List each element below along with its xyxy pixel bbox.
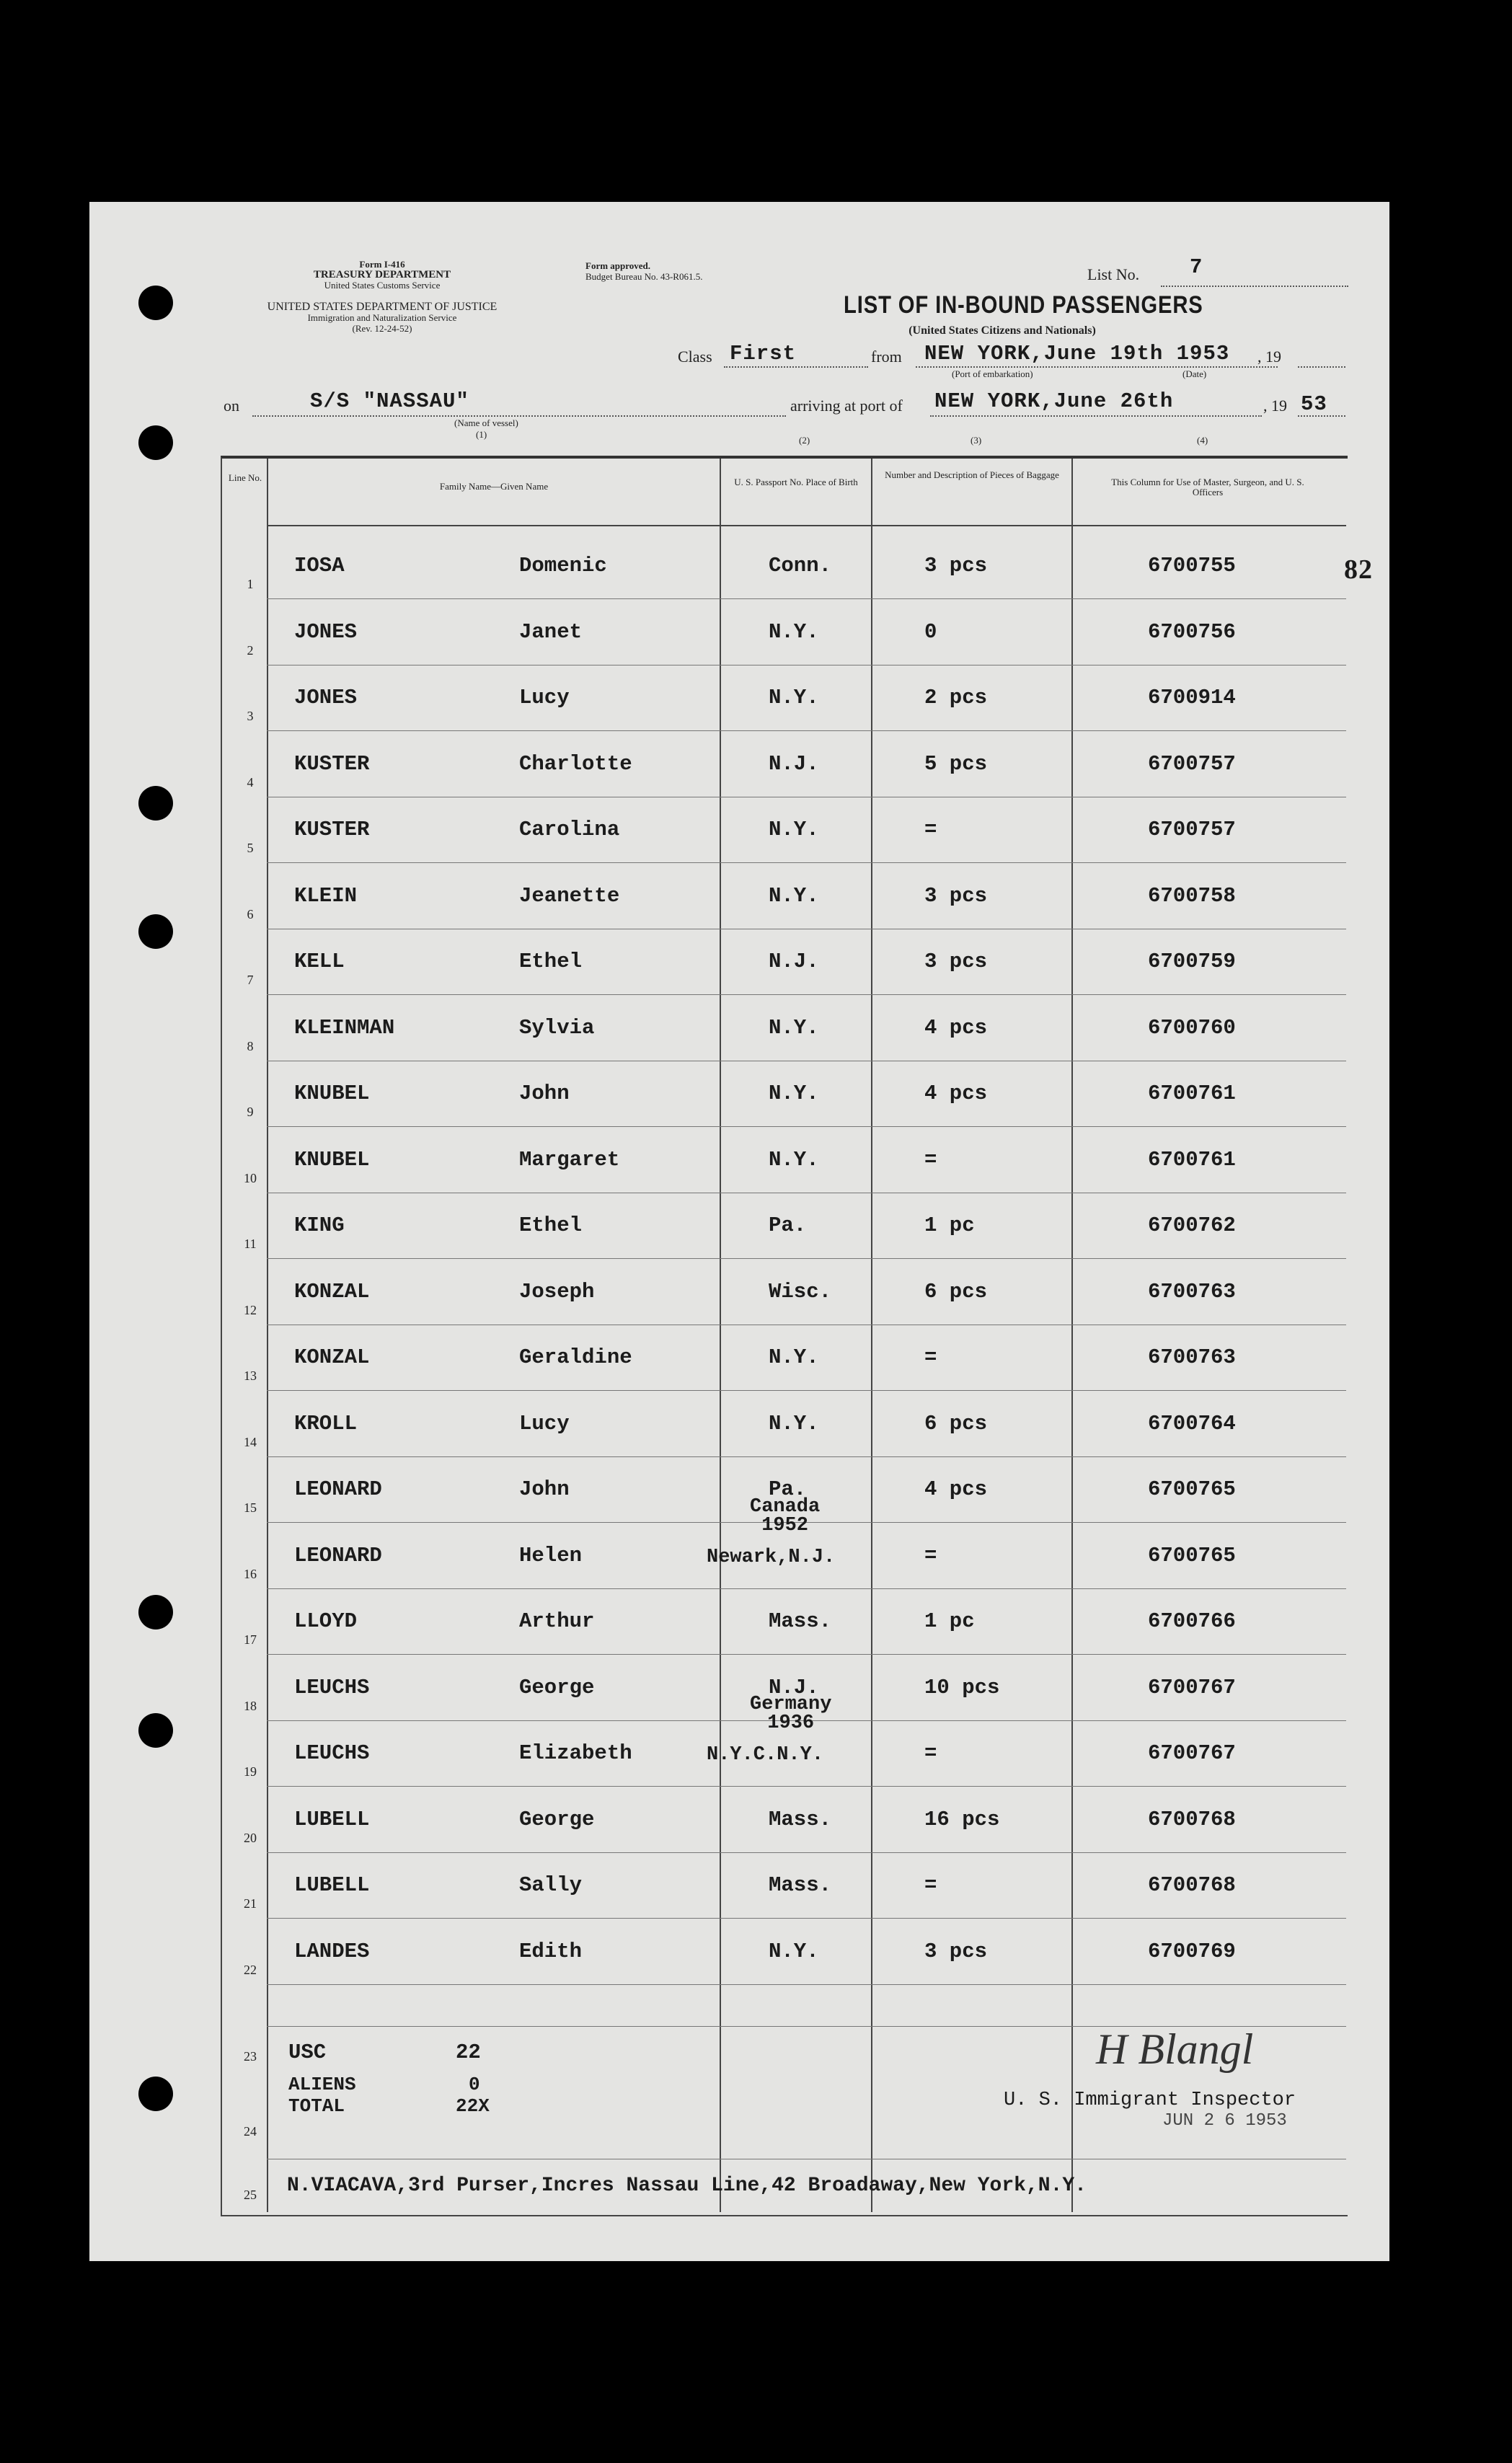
revision: (Rev. 12-24-52)	[352, 323, 412, 334]
given-name: Margaret	[519, 1147, 620, 1172]
from-value: NEW YORK,June 19th 1953	[924, 342, 1230, 366]
officer-number: 6700761	[1148, 1147, 1236, 1172]
line-number: 7	[247, 973, 254, 987]
line-number: 1	[247, 577, 254, 591]
ins-service: Immigration and Naturalization Service	[307, 312, 457, 323]
baggage: =	[924, 1345, 937, 1369]
family-name: KROLL	[294, 1411, 358, 1436]
given-name: Elizabeth	[519, 1741, 632, 1765]
row-rule	[267, 1456, 1346, 1457]
baggage: =	[924, 1543, 937, 1567]
row-rule	[267, 1786, 1346, 1787]
place-of-birth: Conn.	[769, 554, 832, 578]
officer-number: 6700767	[1148, 1741, 1236, 1765]
family-name: KING	[294, 1213, 345, 1237]
total-value: 22X	[456, 2095, 490, 2117]
arrival-line	[930, 415, 1262, 417]
given-name: Sylvia	[519, 1015, 595, 1040]
officer-number: 6700764	[1148, 1411, 1236, 1436]
col-2-no: (2)	[799, 435, 810, 446]
place-of-birth: N.Y.	[769, 818, 819, 841]
col-4-no: (4)	[1197, 435, 1208, 446]
row-rule	[267, 665, 1346, 666]
family-name: JONES	[294, 686, 358, 709]
given-name: Lucy	[519, 686, 570, 709]
family-name: KONZAL	[294, 1345, 370, 1369]
family-name: KNUBEL	[294, 1082, 370, 1105]
family-name: LEONARD	[294, 1543, 382, 1567]
line-number: 14	[244, 1434, 257, 1449]
family-name: LEUCHS	[294, 1675, 370, 1699]
baggage: 4 pcs	[924, 1082, 988, 1105]
given-name: Janet	[519, 619, 583, 644]
year-line	[1298, 366, 1345, 368]
family-name: KLEIN	[294, 883, 358, 908]
line-number: 4	[247, 774, 254, 790]
given-name: John	[519, 1082, 570, 1105]
family-name: IOSA	[294, 554, 345, 578]
vessel-line	[252, 415, 786, 417]
baggage: 0	[924, 619, 937, 644]
baggage: 3 pcs	[924, 554, 988, 578]
line-number: 18	[244, 1698, 257, 1713]
row-rule	[267, 730, 1346, 731]
document-title: LIST OF IN-BOUND PASSENGERS	[844, 291, 1203, 319]
given-name: Geraldine	[519, 1345, 632, 1369]
given-name: John	[519, 1477, 570, 1501]
arrival-value: NEW YORK,June 26th	[934, 389, 1174, 413]
officer-number: 6700755	[1148, 554, 1236, 578]
given-name: Ethel	[519, 1213, 583, 1237]
place-of-birth: Mass.	[769, 1609, 832, 1633]
baggage: 6 pcs	[924, 1279, 988, 1304]
family-name: KNUBEL	[294, 1147, 370, 1172]
row-rule	[267, 1258, 1346, 1259]
col-3-no: (3)	[971, 435, 982, 446]
col-divider	[1071, 459, 1073, 2212]
row-rule	[267, 1918, 1346, 1919]
arrival-year-prefix: , 19	[1263, 397, 1287, 415]
officer-number: 6700765	[1148, 1477, 1236, 1501]
given-name: George	[519, 1675, 595, 1699]
family-name: KUSTER	[294, 818, 370, 841]
line-number: 9	[247, 1105, 254, 1119]
officer-number: 6700759	[1148, 950, 1236, 973]
vessel-col-no: (1)	[476, 429, 487, 440]
officer-number: 6700765	[1148, 1543, 1236, 1567]
baggage: 3 pcs	[924, 883, 988, 908]
baggage: 4 pcs	[924, 1015, 988, 1040]
baggage: =	[924, 1147, 937, 1172]
row-rule	[267, 1984, 1346, 1985]
family-name: LUBELL	[294, 1873, 370, 1897]
list-no-line	[1161, 286, 1348, 287]
line-number: 3	[247, 709, 254, 723]
place-of-birth: Pa.	[769, 1213, 807, 1237]
vessel-caption: (Name of vessel)	[454, 417, 518, 428]
baggage: 1 pc	[924, 1213, 975, 1237]
header-rule	[267, 525, 1346, 526]
given-name: Lucy	[519, 1411, 570, 1436]
from-label: from	[871, 348, 902, 366]
place-of-birth: N.Y.	[769, 1939, 819, 1963]
officer-number: 6700767	[1148, 1675, 1236, 1699]
binder-hole	[138, 286, 173, 320]
line-number: 25	[244, 2188, 257, 2202]
officer-number: 6700763	[1148, 1279, 1236, 1304]
given-name: Charlotte	[519, 751, 632, 776]
place-of-birth: Mass.	[769, 1873, 832, 1897]
place-of-birth: N.Y.	[769, 1147, 819, 1172]
row-rule	[267, 1852, 1346, 1853]
family-name: LUBELL	[294, 1807, 370, 1831]
line-number: 13	[244, 1368, 257, 1383]
birth-note: Canada 1952	[750, 1495, 821, 1536]
officer-number: 6700757	[1148, 818, 1236, 841]
aliens-value: 0	[469, 2074, 480, 2095]
officer-number: 6700763	[1148, 1345, 1236, 1369]
row-rule	[267, 1126, 1346, 1127]
line-number: 20	[244, 1830, 257, 1845]
baggage: =	[924, 818, 937, 841]
class-line	[724, 366, 868, 368]
binder-hole	[138, 425, 173, 460]
place-of-birth: Mass.	[769, 1807, 832, 1831]
line-number: 8	[247, 1038, 254, 1053]
page-marker: 82	[1344, 554, 1373, 585]
line-number: 10	[244, 1170, 257, 1185]
row-rule	[267, 1588, 1346, 1589]
place-of-birth: N.Y.	[769, 1015, 819, 1040]
arrival-year-line	[1298, 415, 1345, 417]
given-name: Sally	[519, 1873, 583, 1897]
place-of-birth: Newark,N.J.	[707, 1546, 836, 1568]
family-name: LEUCHS	[294, 1741, 370, 1765]
officer-number: 6700914	[1148, 686, 1236, 709]
row-rule	[267, 994, 1346, 995]
line-number: 11	[244, 1237, 257, 1251]
binder-hole	[138, 1713, 173, 1748]
customs-service: United States Customs Service	[324, 280, 441, 291]
place-of-birth: N.Y.	[769, 619, 819, 644]
col-header-officers: This Column for Use of Master, Surgeon, and U. S. Officers	[1111, 477, 1304, 498]
vessel-name: S/S "NASSAU"	[310, 389, 469, 413]
officer-number: 6700762	[1148, 1213, 1236, 1237]
family-name: KELL	[294, 950, 345, 973]
binder-hole	[138, 914, 173, 949]
given-name: Arthur	[519, 1609, 595, 1633]
line-number: 19	[244, 1764, 257, 1779]
given-name: Jeanette	[519, 883, 620, 908]
officer-number: 6700757	[1148, 751, 1236, 776]
line-number: 21	[244, 1896, 257, 1911]
year-suffix: , 19	[1257, 348, 1281, 366]
col-divider	[720, 459, 721, 2212]
col-header-line: Line No.	[228, 472, 262, 483]
date-caption: (Date)	[1182, 368, 1207, 379]
family-name: JONES	[294, 619, 358, 644]
col-header-passport: U. S. Passport No. Place of Birth	[734, 477, 858, 487]
usc-label: USC	[288, 2040, 327, 2064]
baggage: 3 pcs	[924, 950, 988, 973]
col-header-name: Family Name—Given Name	[439, 481, 549, 492]
form-number: Form I-416	[359, 259, 405, 270]
row-rule	[267, 598, 1346, 599]
officer-number: 6700760	[1148, 1015, 1236, 1040]
given-name: Ethel	[519, 950, 583, 973]
binder-hole	[138, 2077, 173, 2111]
baggage: 4 pcs	[924, 1477, 988, 1501]
baggage: =	[924, 1741, 937, 1765]
line-number: 24	[244, 2124, 257, 2139]
list-no-label: List No.	[1087, 265, 1140, 283]
officer-number: 6700756	[1148, 619, 1236, 644]
given-name: Edith	[519, 1939, 583, 1963]
total-label: TOTAL	[288, 2095, 345, 2117]
baggage: 5 pcs	[924, 751, 988, 776]
line-number: 17	[244, 1632, 257, 1647]
inspector-title: U. S. Immigrant Inspector	[1004, 2090, 1296, 2111]
line-number: 22	[244, 1962, 257, 1977]
justice-dept: UNITED STATES DEPARTMENT OF JUSTICE	[267, 301, 498, 313]
row-rule	[267, 1654, 1346, 1655]
place-of-birth: N.Y.C.N.Y.	[707, 1744, 824, 1766]
col-header-baggage: Number and Description of Pieces of Baggage	[885, 469, 1059, 480]
line-number: 23	[244, 2049, 257, 2064]
officer-number: 6700768	[1148, 1807, 1236, 1831]
binder-hole	[138, 1595, 173, 1630]
birth-note: Germany 1936	[750, 1694, 832, 1734]
row-rule	[267, 862, 1346, 863]
aliens-label: ALIENS	[288, 2074, 356, 2095]
line-number: 15	[244, 1500, 257, 1515]
baggage: 16 pcs	[924, 1807, 1000, 1831]
given-name: Helen	[519, 1543, 583, 1567]
given-name: Carolina	[519, 818, 620, 841]
baggage: 1 pc	[924, 1609, 975, 1633]
family-name: LANDES	[294, 1939, 370, 1963]
baggage: 6 pcs	[924, 1411, 988, 1436]
arriving-label: arriving at port of	[790, 397, 903, 415]
given-name: Domenic	[519, 554, 607, 578]
inspector-signature: H Blangl	[1096, 2025, 1254, 2073]
family-name: KUSTER	[294, 751, 370, 776]
baggage: 10 pcs	[924, 1675, 1000, 1699]
class-label: Class	[678, 348, 712, 366]
line-number: 16	[244, 1566, 257, 1581]
officer-number: 6700758	[1148, 883, 1236, 908]
place-of-birth: Wisc.	[769, 1279, 832, 1304]
line-number: 5	[247, 841, 254, 855]
row-rule	[267, 1390, 1346, 1391]
given-name: George	[519, 1807, 595, 1831]
given-name: Joseph	[519, 1279, 595, 1304]
purser-line: N.VIACAVA,3rd Purser,Incres Nassau Line,42 Broadaway,New York,N.Y.	[287, 2175, 1087, 2197]
place-of-birth: N.Y.	[769, 686, 819, 709]
family-name: LEONARD	[294, 1477, 382, 1501]
place-of-birth: N.Y.	[769, 1411, 819, 1436]
usc-value: 22	[456, 2040, 481, 2064]
place-of-birth: N.J.	[769, 751, 819, 776]
class-value: First	[730, 342, 797, 366]
place-of-birth: N.Y.	[769, 1345, 819, 1369]
port-embark-caption: (Port of embarkation)	[952, 368, 1033, 379]
officer-number: 6700768	[1148, 1873, 1236, 1897]
officer-number: 6700769	[1148, 1939, 1236, 1963]
budget-bureau: Budget Bureau No. 43-R061.5.	[585, 271, 703, 282]
place-of-birth: N.Y.	[769, 883, 819, 908]
arrival-year: 53	[1301, 392, 1327, 416]
family-name: KONZAL	[294, 1279, 370, 1304]
document-subtitle: (United States Citizens and Nationals)	[908, 324, 1096, 337]
list-no-value: 7	[1190, 255, 1203, 279]
family-name: KLEINMAN	[294, 1015, 395, 1040]
inspector-stamp: JUN 2 6 1953	[1162, 2111, 1287, 2131]
line-number: 12	[244, 1302, 257, 1317]
place-of-birth: N.Y.	[769, 1082, 819, 1105]
binder-hole	[138, 786, 173, 821]
treasury-dept: TREASURY DEPARTMENT	[313, 269, 451, 280]
form-approved: Form approved.	[585, 260, 651, 271]
place-of-birth: N.J.	[769, 1675, 819, 1699]
col-divider	[871, 459, 872, 2212]
line-number: 6	[247, 906, 254, 921]
family-name: LLOYD	[294, 1609, 358, 1633]
line-number: 2	[247, 642, 254, 658]
place-of-birth: Pa.	[769, 1477, 807, 1501]
place-of-birth: N.J.	[769, 950, 819, 973]
on-label: on	[224, 397, 239, 415]
baggage: =	[924, 1873, 937, 1897]
baggage: 2 pcs	[924, 686, 988, 709]
officer-number: 6700761	[1148, 1082, 1236, 1105]
baggage: 3 pcs	[924, 1939, 988, 1963]
from-line	[916, 366, 1278, 368]
officer-number: 6700766	[1148, 1609, 1236, 1633]
